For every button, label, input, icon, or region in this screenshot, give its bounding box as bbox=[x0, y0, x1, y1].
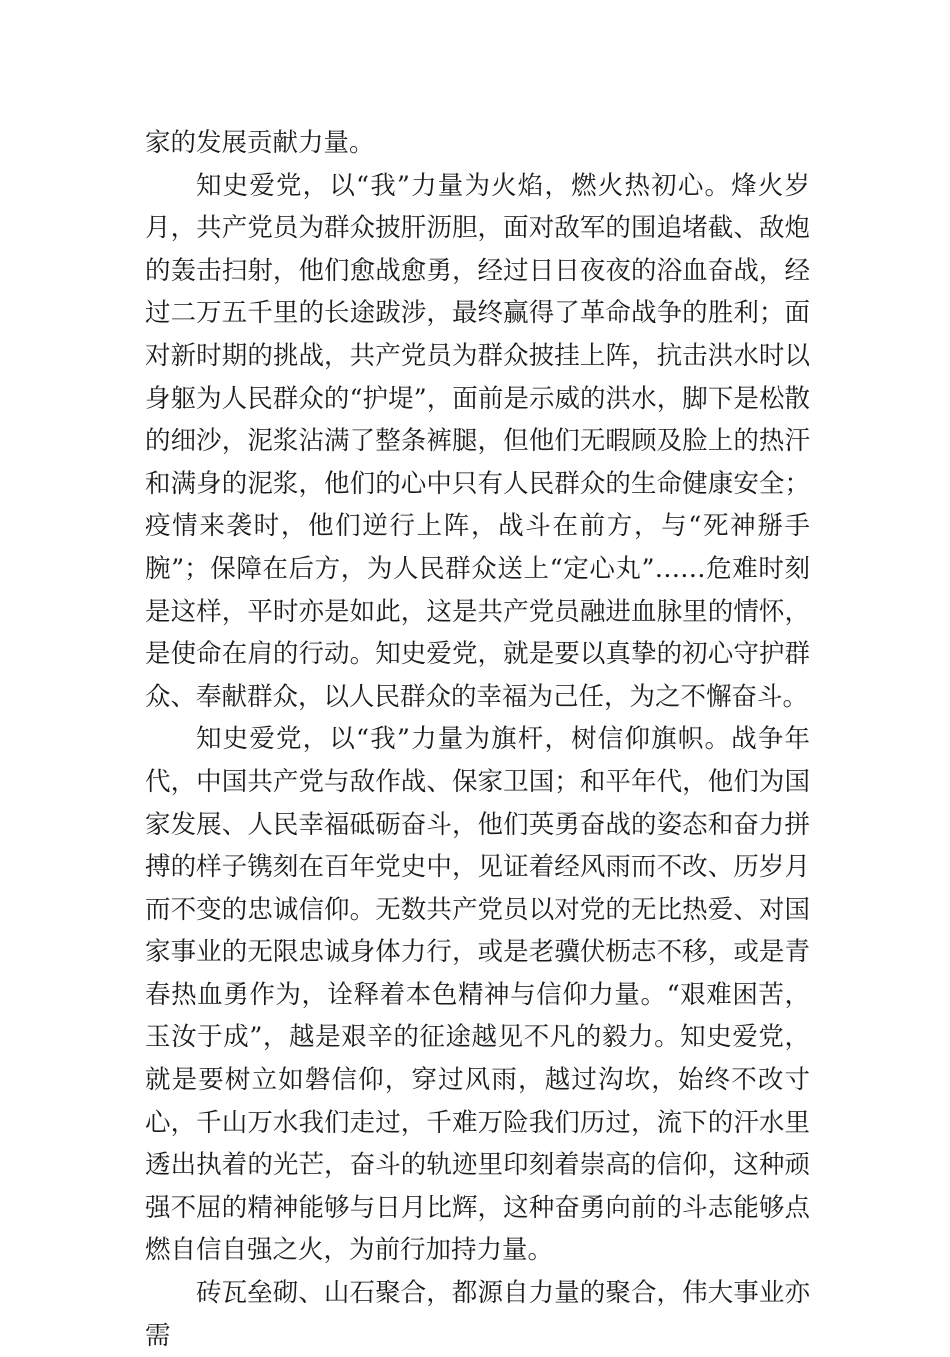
paragraph-gathering: 砖瓦垒砌、山石聚合，都源自力量的聚合，伟大事业亦需 bbox=[145, 1278, 810, 1351]
paragraph-flame: 知史爱党，以“我”力量为火焰，燃火热初心。烽火岁月，共产党员为群众披肝沥胆，面对敌军的围追堵截、敌炮的轰击扫射，他们愈战愈勇，经过日日夜夜的浴血奋战，经过二万五千里的长途跋涉，最终赢得了革命战争的胜利；面对新时期的挑战，共产党员为群众披挂上阵，抗击洪水时以身躯为人民群众的“护堤”，面前是示威的洪水，脚下是松散的细沙，泥浆沾满了整条裤腿，但他们无暇顾及脸上的热汗和满身的泥浆，他们的心中只有人民群众的生命健康安全；疫情来袭时，他们逆行上阵，战斗在前方，与“死神掰手腕”；保障在后方，为人民群众送上“定心丸”……危难时刻是这样，平时亦是如此，这是共产党员融进血脉里的情怀，是使命在肩的行动。知史爱党，就是要以真挚的初心守护群众、奉献群众，以人民群众的幸福为己任，为之不懈奋斗。 bbox=[145, 170, 810, 712]
paragraph-continuation: 家的发展贡献力量。 bbox=[145, 128, 375, 158]
document-body bbox=[145, 122, 810, 1357]
paragraph-flag: 知史爱党，以“我”力量为旗杆，树信仰旗帜。战争年代，中国共产党与敌作战、保家卫国；和平年代，他们为国家发展、人民幸福砥砺奋斗，他们英勇奋战的姿态和奋力拼搏的样子镌刻在百年党史中，见证着经风雨而不改、历岁月而不变的忠诚信仰。无数共产党员以对党的无比热爱、对国家事业的无限忠诚身体力行，或是老骥伏枥志不移，或是青春热血勇作为，诠释着本色精神与信仰力量。“艰难困苦，玉汝于成”，越是艰辛的征途越见不凡的毅力。知史爱党，就是要树立如磐信仰，穿过风雨，越过沟坎，始终不改寸心，千山万水我们走过，千难万险我们历过，流下的汗水里透出执着的光芒，奋斗的轨迹里印刻着崇高的信仰，这种顽强不屈的精神能够与日月比辉，这种奋勇向前的斗志能够点燃自信自强之火，为前行加持力量。 bbox=[145, 724, 810, 1266]
